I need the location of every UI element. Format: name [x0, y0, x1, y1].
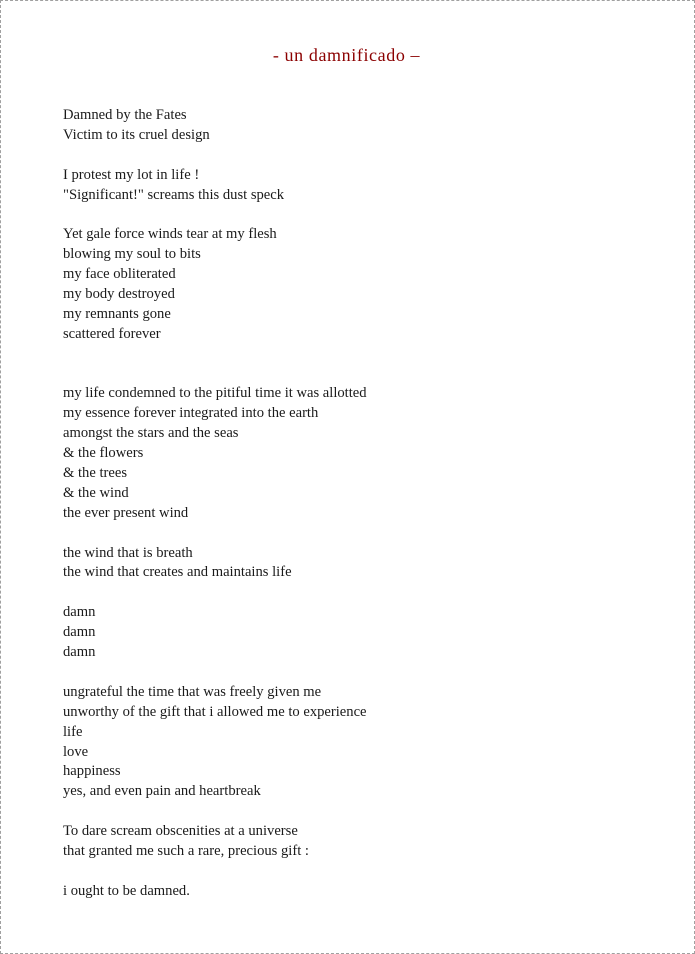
poem-line [63, 862, 367, 882]
poem-line: & the trees [63, 465, 128, 482]
poem-line: Yet gale force winds tear at my flesh [63, 226, 277, 243]
poem-line: happiness [63, 763, 121, 780]
poem-line: the wind that creates and maintains life [63, 564, 292, 581]
poem-line: my remnants gone [63, 305, 171, 322]
poem-line: life [63, 723, 83, 740]
poem-line [63, 205, 367, 225]
poem-line [63, 802, 367, 822]
poem-line: & the wind [63, 484, 129, 501]
poem-line [63, 365, 367, 385]
poem-line: To dare scream obscenities at a universe [63, 823, 298, 840]
poem-line: my body destroyed [63, 286, 175, 303]
poem-line [63, 583, 367, 603]
poem-line: "Significant!" screams this dust speck [63, 186, 285, 203]
poem-line: i ought to be damned. [63, 882, 190, 899]
poem-line: love [63, 743, 89, 760]
poem-body [63, 106, 367, 902]
poem-line: ungrateful the time that was freely given me [63, 683, 322, 700]
poem-line [63, 663, 367, 683]
poem-line: & the flowers [63, 445, 144, 462]
poem-line: the wind that is breath [63, 544, 193, 561]
poem-line: scattered forever [63, 325, 161, 342]
poem-line: damn [63, 604, 96, 621]
poem-line [63, 146, 367, 166]
poem-title: - un damnificado – [272, 45, 421, 65]
poem-line [63, 524, 367, 544]
poem-line: blowing my soul to bits [63, 246, 201, 263]
poem-line [63, 345, 367, 365]
poem-line: that granted me such a rare, precious gift : [63, 842, 309, 859]
poem-line: my face obliterated [63, 266, 176, 283]
poem-line: Victim to its cruel design [63, 126, 210, 143]
poem-line: I protest my lot in life ! [63, 166, 200, 183]
poem-line: unworthy of the gift that i allowed me to experience [63, 703, 367, 720]
poem-line: yes, and even pain and heartbreak [63, 783, 261, 800]
poem-line: amongst the stars and the seas [63, 425, 239, 442]
poem-line: damn [63, 624, 96, 641]
poem-line: the ever present wind [63, 504, 189, 521]
poem-line: Damned by the Fates [63, 107, 187, 123]
poem-line: my essence forever integrated into the earth [63, 405, 319, 422]
poem-line: my life condemned to the pitiful time it was allotted [63, 385, 367, 402]
poem-line: damn [63, 644, 96, 661]
